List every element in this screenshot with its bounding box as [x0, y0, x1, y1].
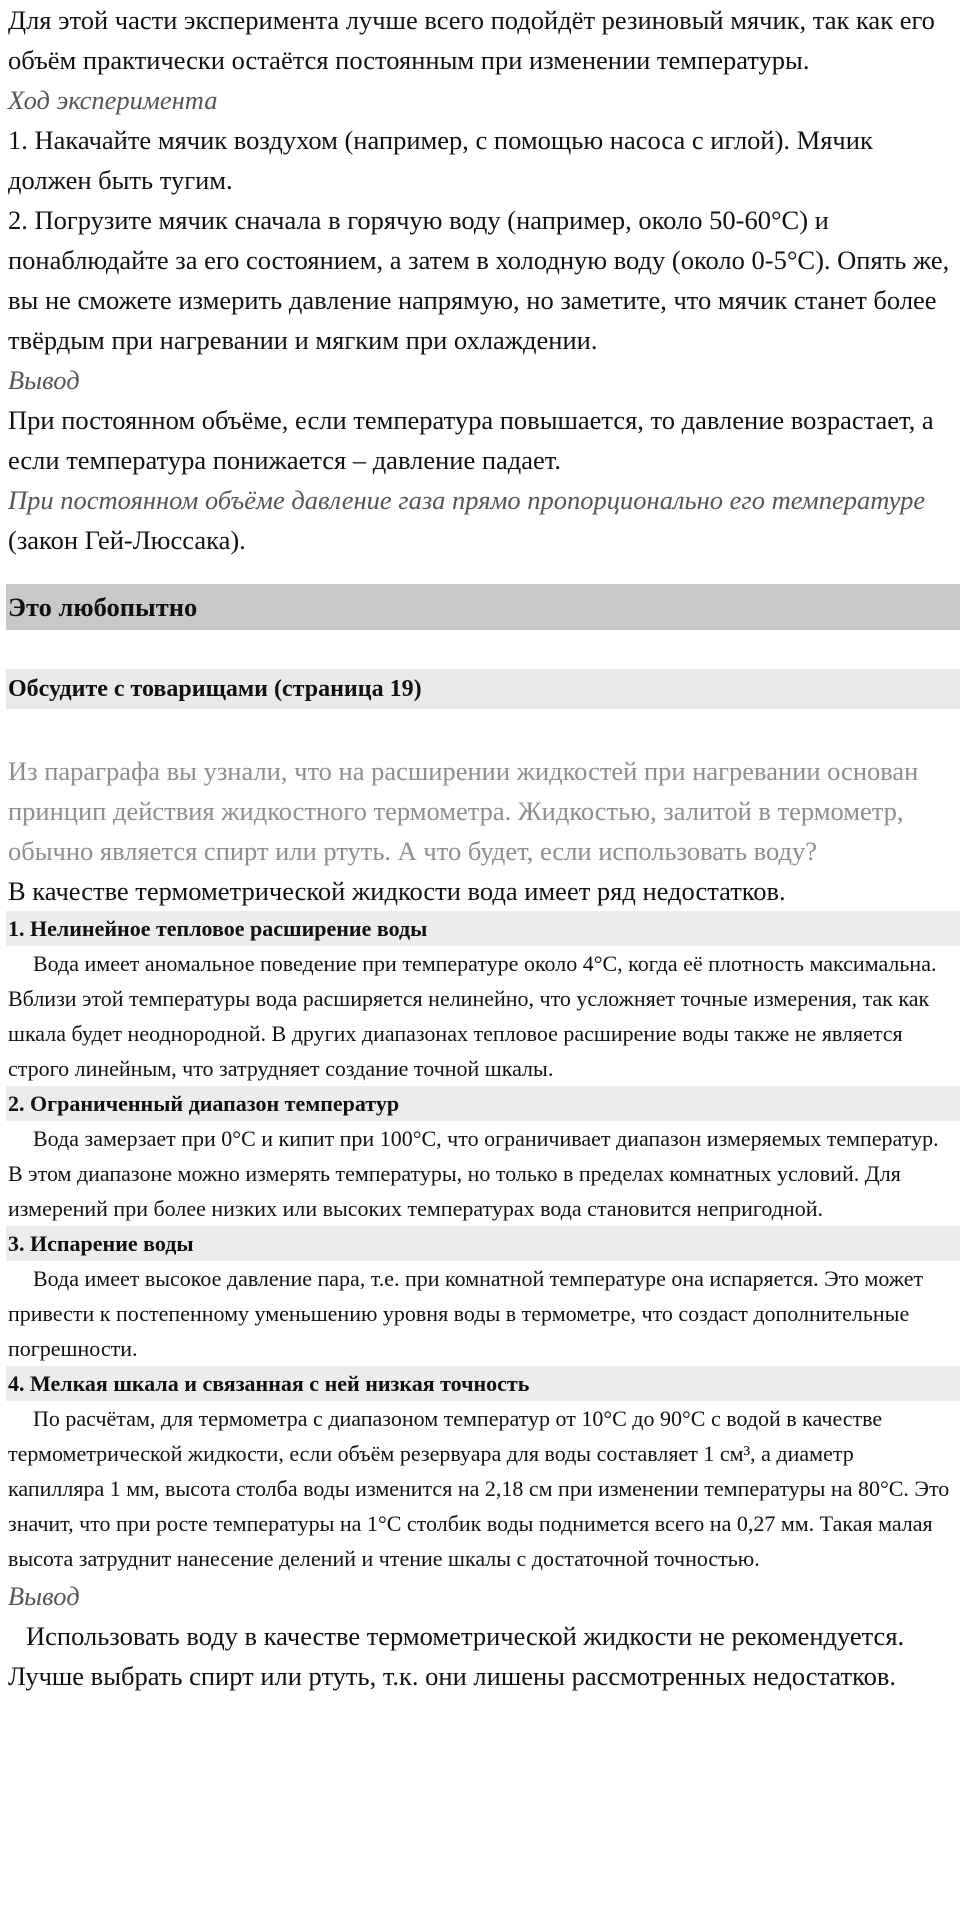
- conclusion-heading: Вывод: [8, 365, 80, 395]
- law-suffix: (закон Гей-Люссака).: [8, 525, 246, 555]
- procedure-heading: Ход эксперимента: [8, 85, 218, 115]
- final-conclusion-heading: Вывод: [8, 1581, 80, 1611]
- drawback-text: Вода имеет высокое давление пара, т.е. при комнатной температуре она испаряется. Это может привести к постепенному уменьшению уровня воды в термометре, что создаст дополнительные погрешности.: [8, 1266, 924, 1361]
- drawback-heading: 1. Нелинейное тепловое расширение воды: [6, 911, 960, 946]
- intro-paragraph: Для этой части эксперимента лучше всего подойдёт резиновый мячик, так как его объём практически остаётся постоянным при изменении температуры.: [8, 5, 935, 75]
- drawback-item: [8, 911, 952, 1086]
- conclusion-text: При постоянном объёме, если температура повышается, то давление возрастает, а если температура понижается – давление падает.: [8, 405, 934, 475]
- drawback-text: По расчётам, для термометра с диапазоном температур от 10°С до 90°С с водой в качестве термометрической жидкости, если объём резервуара для воды составляет 1 см³, а диаметр капилляра 1 мм, высота столба воды изменится на 2,18 см при изменении температуры на 80°С. Это значит, что при росте температуры на 1°С столбик воды поднимется всего на 0,27 мм. Такая малая высота затруднит нанесение делений и чтение шкалы с достаточной точностью.: [8, 1406, 950, 1571]
- procedure-step-2: 2. Погрузите мячик сначала в горячую воду (например, около 50-60°С) и понаблюдайте за его состоянием, а затем в холодную воду (около 0-5°С). Опять же, вы не сможете измерить давление напрямую, но заметите, что мячик станет более твёрдым при нагревании и мягким при охлаждении.: [8, 205, 950, 355]
- section-title: Это любопытно: [6, 584, 960, 630]
- drawback-text: Вода имеет аномальное поведение при температуре около 4°С, когда её плотность максимальна. Вблизи этой температуры вода расширяется нелинейно, что усложняет точные измерения, так как шкала будет неоднородной. В других диапазонах тепловое расширение воды также не является строго линейным, что затрудняет создание точной шкалы.: [8, 951, 937, 1081]
- law-italic: При постоянном объёме давление газа прямо пропорционально его температуре: [8, 485, 926, 515]
- discussion-title: Обсудите с товарищами (страница 19): [6, 669, 960, 709]
- drawback-item: [8, 1366, 952, 1576]
- drawback-text: Вода замерзает при 0°С и кипит при 100°С, что ограничивает диапазон измеряемых температур. В этом диапазоне можно измерять температуры, но только в пределах комнатных условий. Для измерений при более низких или высоких температурах вода становится непригодной.: [8, 1126, 939, 1221]
- drawback-heading: 3. Испарение воды: [6, 1226, 960, 1261]
- law-statement: [8, 480, 952, 560]
- final-conclusion-text: Использовать воду в качестве термометрической жидкости не рекомендуется. Лучше выбрать спирт или ртуть, т.к. они лишены рассмотренных недостатков.: [8, 1621, 905, 1691]
- drawback-heading: 4. Мелкая шкала и связанная с ней низкая точность: [6, 1366, 960, 1401]
- drawback-item: [8, 1086, 952, 1226]
- drawback-heading: 2. Ограниченный диапазон температур: [6, 1086, 960, 1121]
- drawback-item: [8, 1226, 952, 1366]
- procedure-step-1: 1. Накачайте мячик воздухом (например, с помощью насоса с иглой). Мячик должен быть тугим.: [8, 125, 873, 195]
- discussion-question: Из параграфа вы узнали, что на расширении жидкостей при нагревании основан принцип действия жидкостного термометра. Жидкостью, залитой в термометр, обычно является спирт или ртуть. А что будет, если использовать воду?: [8, 756, 919, 866]
- answer-intro: В качестве термометрической жидкости вода имеет ряд недостатков.: [8, 876, 786, 906]
